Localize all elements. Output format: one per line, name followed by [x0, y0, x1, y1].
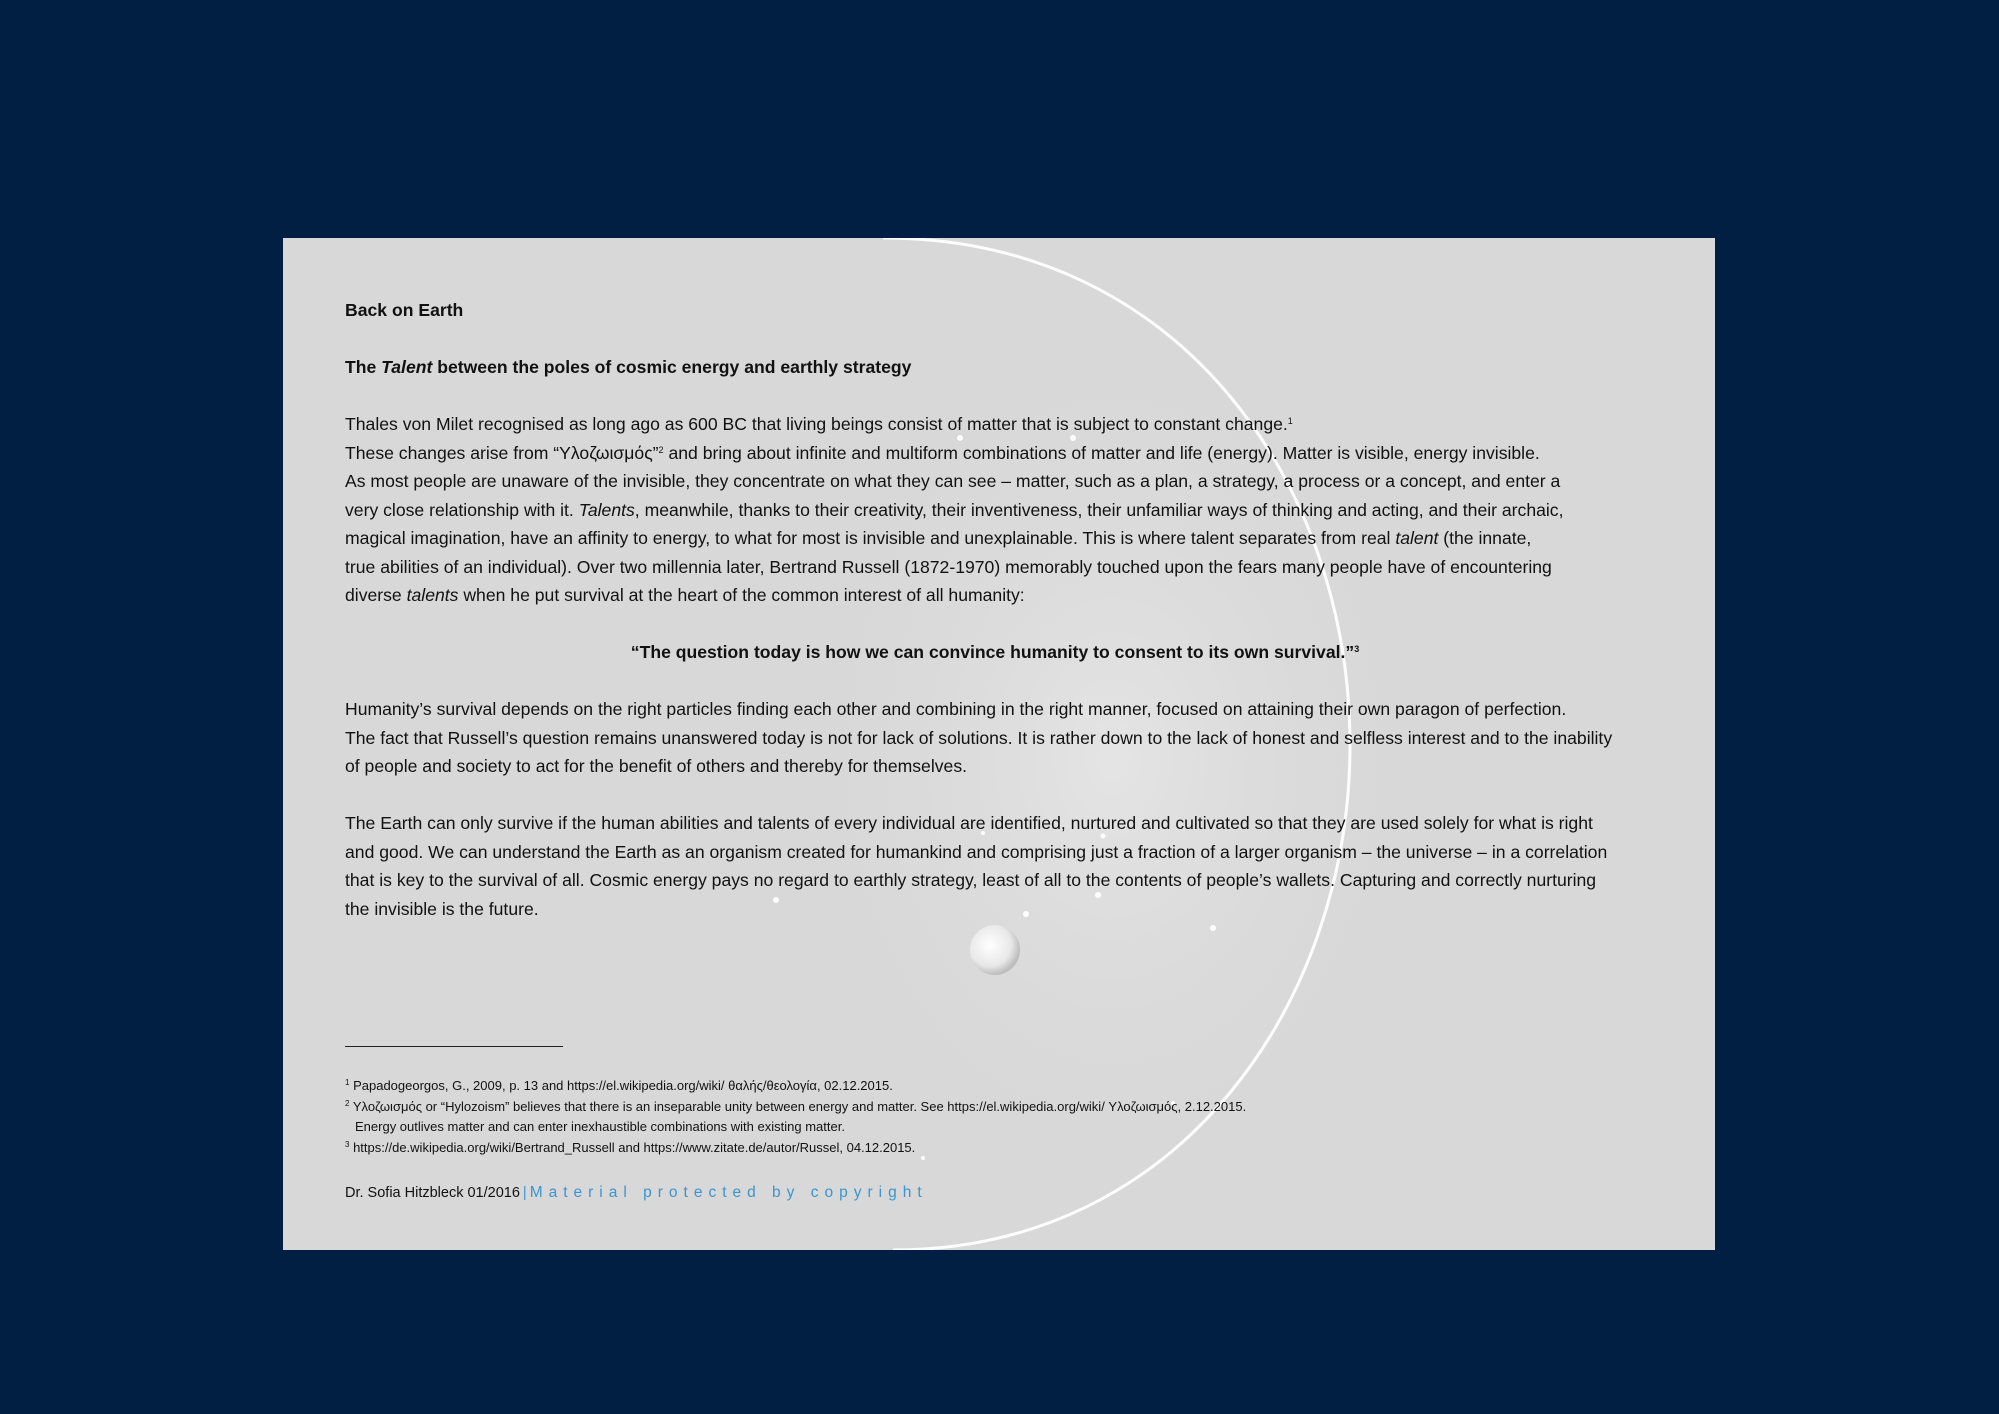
article-heading: Back on Earth — [345, 300, 464, 320]
article-body — [345, 296, 1645, 952]
footnote-2: $^2$ Υλοζωισμός or “Hylozoism” believes that there is an inseparable unity between energy and matter. See https://el.wikipedia.org/wiki/ Υλοζωισμός, 2.12.2015. — [345, 1098, 1247, 1114]
russell-quote: “The question today is how we can convince humanity to consent to its own survival.”$^3$ — [630, 642, 1360, 662]
author-credit: Dr. Sofia Hitzbleck 01/2016 — [345, 1185, 520, 1201]
footnote-ref-2[interactable]: 2 — [658, 444, 664, 455]
footnote-1: $^1$ Papadogeorgos, G., 2009, p. 13 and https://el.wikipedia.org/wiki/ θαλής/θεολογία, 02.12.2015. — [345, 1078, 893, 1093]
article-subheading: The Talent between the poles of cosmic energy and earthly strategy — [345, 357, 912, 377]
paragraph-3: The Earth can only survive if the human abilities and talents of every individual are identified, nurtured and cultivated so that they are used solely for what is right and good. We can understand the Earth as an organism created for humankind and comprising just a fraction of a larger organism – the universe – in a correlation that is key to the survival of all. Cosmic energy pays no regard to earthly strategy, least of all to the contents of people’s wallets. Capturing and correctly nurturing the invisible is the future. — [345, 813, 1608, 919]
footnote-2-continued: Energy outlives matter and can enter inexhaustible combinations with existing matter. — [355, 1119, 845, 1134]
document-page — [283, 238, 1715, 1250]
footnotes — [345, 1076, 1645, 1158]
footnote-ref-1[interactable]: 1 — [1287, 416, 1293, 426]
subheading-italic: Talent — [381, 357, 433, 377]
copyright-notice: Material protected by copyright — [529, 1184, 928, 1201]
footnote-ref-3[interactable]: 3 — [1354, 644, 1360, 654]
paragraph-2: Humanity’s survival depends on the right particles finding each other and combining in the right manner, focused on attaining their own paragon of perfection. The fact that Russell’s question remains unanswered today is not for lack of solutions. It is rather down to the lack of honest and selfless interest and to the inability of people and society to act for the benefit of others and thereby for themselves. — [345, 699, 1613, 776]
credit-line — [345, 1184, 928, 1202]
footnote-divider — [345, 1046, 563, 1047]
credit-separator: | — [522, 1185, 527, 1201]
paragraph-1: Thales von Milet recognised as long ago as 600 BC that living beings consist of matter that is subject to constant change.$^1$ These changes arise from “Υλοζωισμός”$^2$ and bring about infinite and multiform combinations of matter and life (energy). Matter is visible, energy invisible. As most people are unaware of the invisible, they concentrate on what they can see – matter, such as a plan, a strategy, a process or a concept, and enter a very close relationship with it. Talents, meanwhile, thanks to their creativity, their inventiveness, their unfamiliar ways of thinking and acting, and their archaic, magical imagination, have an affinity to energy, to what for most is invisible and unexplainable. This is where talent separates from real talent (the innate, true abilities of an individual). Over two millennia later, Bertrand Russell (1872-1970) memorably touched upon the fears many people have of encountering diverse talents when he put survival at the heart of the common interest of all humanity: — [345, 414, 1564, 605]
footnote-3: $^3$ https://de.wikipedia.org/wiki/Bertrand_Russell and https://www.zitate.de/autor/Russel, 04.12.2015. — [345, 1139, 916, 1155]
